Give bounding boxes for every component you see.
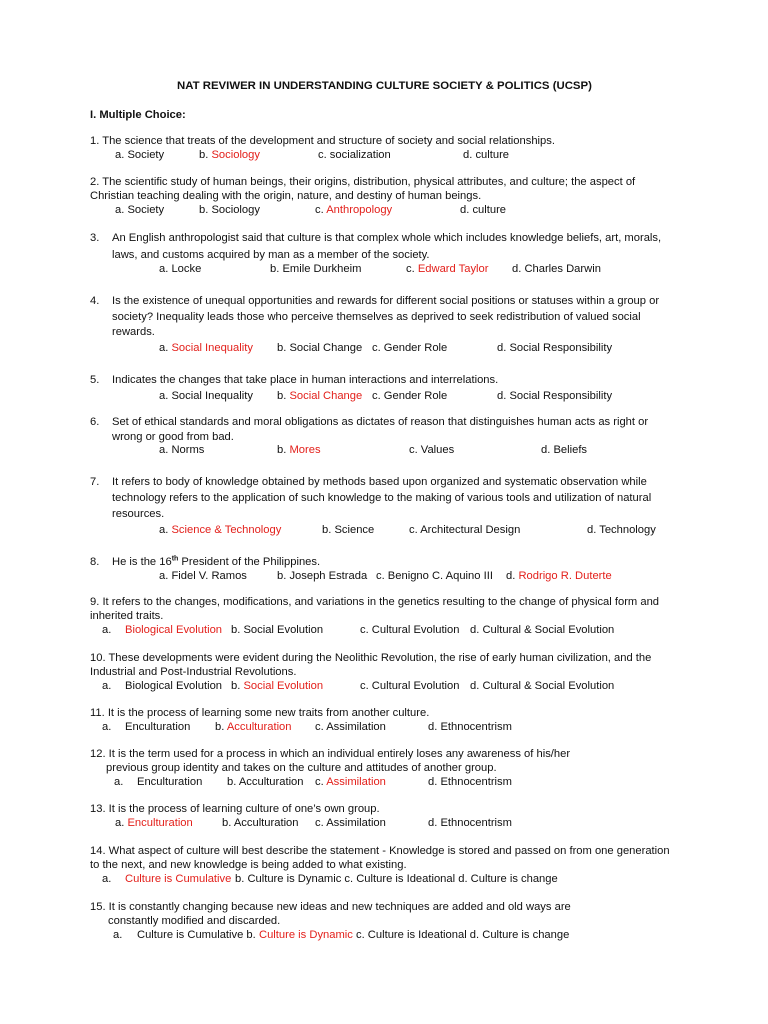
q1-answer: Sociology xyxy=(211,149,260,161)
q8-option-a: a. Fidel V. Ramos xyxy=(159,570,247,582)
q13-option-a: a. Enculturation xyxy=(115,817,193,829)
question-10-line-2: Industrial and Post-Industrial Revolutions. xyxy=(90,666,297,678)
q14-other-options: b. Culture is Dynamic c. Culture is Ideational d. Culture is change xyxy=(235,873,558,885)
q11-option-b: b. Acculturation xyxy=(215,721,292,733)
question-15-line-2: constantly modified and discarded. xyxy=(108,915,281,927)
question-2-line-2: Christian teaching dealing with the origin, nature, and destiny of human beings. xyxy=(90,190,482,202)
question-8-number: 8. xyxy=(90,556,100,568)
q11-option-a: Enculturation xyxy=(125,721,191,733)
question-6-line-1: Set of ethical standards and moral obligations as dictates of reason that distinguishes human acts as right or xyxy=(112,416,649,428)
q1-option-c: c. socialization xyxy=(318,149,391,161)
q2-option-b: b. Sociology xyxy=(199,204,260,216)
q4-option-a: a. Social Inequality xyxy=(159,342,253,354)
q11-option-d: d. Ethnocentrism xyxy=(428,721,512,733)
q1-option-a: a. Society xyxy=(115,149,165,161)
q10-answer: Social Evolution xyxy=(243,680,324,692)
q8-option-c: c. Benigno C. Aquino III xyxy=(376,570,493,582)
q15-answer: Culture is Dynamic xyxy=(259,929,353,941)
question-4-line-2: society? Inequality leads those who perceive themselves as deprived to seek redistribution of valued social xyxy=(112,311,641,323)
q13-option-c: c. Assimilation xyxy=(315,817,386,829)
q5-option-d: d. Social Responsibility xyxy=(497,390,613,402)
q12-option-a: Enculturation xyxy=(137,776,203,788)
q10-option-a: Biological Evolution xyxy=(125,680,223,692)
q7-option-c: c. Architectural Design xyxy=(409,524,521,536)
question-7-line-3: resources. xyxy=(112,508,165,520)
q7-answer: Science & Technology xyxy=(171,524,282,536)
question-4-line-3: rewards. xyxy=(112,326,155,338)
q2-option-a: a. Society xyxy=(115,204,165,216)
q6-option-b: b. Mores xyxy=(277,444,321,456)
q9-option-a-letter: a. xyxy=(102,624,112,636)
q9-option-c: c. Cultural Evolution xyxy=(360,624,460,636)
q12-answer: Assimilation xyxy=(326,776,386,788)
q5-answer: Social Change xyxy=(289,390,363,402)
question-13-line-1: 13. It is the process of learning culture of one’s own group. xyxy=(90,803,380,815)
q12-option-d: d. Ethnocentrism xyxy=(428,776,512,788)
q8-option-b: b. Joseph Estrada xyxy=(277,570,368,582)
q8-option-d: d. Rodrigo R. Duterte xyxy=(506,570,612,582)
q15-option-a: Culture is Cumulative b. xyxy=(137,929,256,941)
q15-option-a-letter: a. xyxy=(113,929,123,941)
q1-option-d: d. culture xyxy=(463,149,510,161)
question-7-line-1: It refers to body of knowledge obtained by methods based upon organized and systematic observation while xyxy=(112,476,647,488)
question-14-line-2: to the next, and new knowledge is being added to what existing. xyxy=(90,859,407,871)
page-title: NAT REVIWER IN UNDERSTANDING CULTURE SOCIETY & POLITICS (UCSP) xyxy=(177,80,592,92)
q9-option-d: d. Cultural & Social Evolution xyxy=(470,624,615,636)
question-10-line-1: 10. These developments were evident during the Neolithic Revolution, the rise of early human civilization, and the xyxy=(90,652,652,664)
question-12-line-2: previous group identity and takes on the culture and attitudes of another group. xyxy=(106,762,497,774)
q10-option-d: d. Cultural & Social Evolution xyxy=(470,680,615,692)
q3-option-c: c. Edward Taylor xyxy=(406,263,489,275)
q12-option-a-letter: a. xyxy=(114,776,124,788)
question-14-line-1: 14. What aspect of culture will best describe the statement - Knowledge is stored and passed on from one generation xyxy=(90,845,670,857)
q3-answer: Edward Taylor xyxy=(417,263,489,275)
question-1-stem: 1. The science that treats of the development and structure of society and social relationships. xyxy=(90,135,555,147)
q7-option-d: d. Technology xyxy=(587,524,656,536)
q5-option-c: c. Gender Role xyxy=(372,390,448,402)
q11-answer: Acculturation xyxy=(226,721,292,733)
q8-answer: Rodrigo R. Duterte xyxy=(518,570,612,582)
q5-option-a: a. Social Inequality xyxy=(159,390,253,402)
q6-option-c: c. Values xyxy=(409,444,455,456)
question-9-line-1: 9. It refers to the changes, modifications, and variations in the genetics resulting to the change of physical form and xyxy=(90,596,660,608)
q10-option-c: c. Cultural Evolution xyxy=(360,680,460,692)
q9-option-b: b. Social Evolution xyxy=(231,624,324,636)
question-5-line-1: Indicates the changes that take place in human interactions and interrelations. xyxy=(112,374,499,386)
question-2-line-1: 2. The scientific study of human beings, their origins, distribution, physical attributes, and culture; the aspect of xyxy=(90,176,636,188)
q2-answer: Anthropology xyxy=(326,204,393,216)
q13-option-b: b. Acculturation xyxy=(222,817,299,829)
question-6-line-2: wrong or good from bad. xyxy=(112,431,234,443)
section-heading: I. Multiple Choice: xyxy=(90,109,186,121)
q13-answer: Enculturation xyxy=(127,817,193,829)
question-3-line-1: An English anthropologist said that culture is that complex whole which includes knowledge beliefs, art, morals, xyxy=(112,232,662,244)
q7-option-b: b. Science xyxy=(322,524,375,536)
q6-option-d: d. Beliefs xyxy=(541,444,588,456)
q3-option-d: d. Charles Darwin xyxy=(512,263,601,275)
question-4-number: 4. xyxy=(90,295,100,307)
question-3-number: 3. xyxy=(90,232,100,244)
q9-answer: Biological Evolution xyxy=(125,624,223,636)
q12-option-c: c. Assimilation xyxy=(315,776,386,788)
q10-option-b: b. Social Evolution xyxy=(231,680,324,692)
question-5-number: 5. xyxy=(90,374,100,386)
question-4-line-1: Is the existence of unequal opportunities and rewards for different social positions or statuses within a group or xyxy=(112,295,660,307)
q4-option-d: d. Social Responsibility xyxy=(497,342,613,354)
q6-answer: Mores xyxy=(289,444,321,456)
q7-option-a: a. Science & Technology xyxy=(159,524,282,536)
question-9-line-2: inherited traits. xyxy=(90,610,164,622)
q14-option-a-letter: a. xyxy=(102,873,112,885)
q4-answer: Social Inequality xyxy=(171,342,253,354)
question-6-number: 6. xyxy=(90,416,100,428)
question-8-stem: He is the 16th President of the Philippines. xyxy=(112,555,321,568)
q11-option-c: c. Assimilation xyxy=(315,721,386,733)
q12-option-b: b. Acculturation xyxy=(227,776,304,788)
q2-option-d: d. culture xyxy=(460,204,507,216)
question-11-line-1: 11. It is the process of learning some new traits from another culture. xyxy=(90,707,430,719)
q14-answer: Culture is Cumulative xyxy=(125,873,232,885)
question-12-line-1: 12. It is the term used for a process in which an individual entirely loses any awareness of his/her xyxy=(90,748,571,760)
q1-option-b: b. Sociology xyxy=(199,149,260,161)
question-3-line-2: laws, and customs acquired by man as a member of the society. xyxy=(112,249,430,261)
question-7-line-2: technology refers to the application of such knowledge to the making of various tools and utilization of natural xyxy=(112,492,652,504)
q15-other-options: c. Culture is Ideational d. Culture is change xyxy=(356,929,570,941)
q10-option-a-letter: a. xyxy=(102,680,112,692)
q13-option-d: d. Ethnocentrism xyxy=(428,817,512,829)
question-15-line-1: 15. It is constantly changing because new ideas and new techniques are added and old ways are xyxy=(90,901,571,913)
q5-option-b: b. Social Change xyxy=(277,390,363,402)
q2-option-c: c. Anthropology xyxy=(315,204,393,216)
question-7-number: 7. xyxy=(90,476,100,488)
q6-option-a: a. Norms xyxy=(159,444,205,456)
q3-option-b: b. Emile Durkheim xyxy=(270,263,362,275)
q11-option-a-letter: a. xyxy=(102,721,112,733)
q4-option-b: b. Social Change xyxy=(277,342,363,354)
q3-option-a: a. Locke xyxy=(159,263,202,275)
q4-option-c: c. Gender Role xyxy=(372,342,448,354)
